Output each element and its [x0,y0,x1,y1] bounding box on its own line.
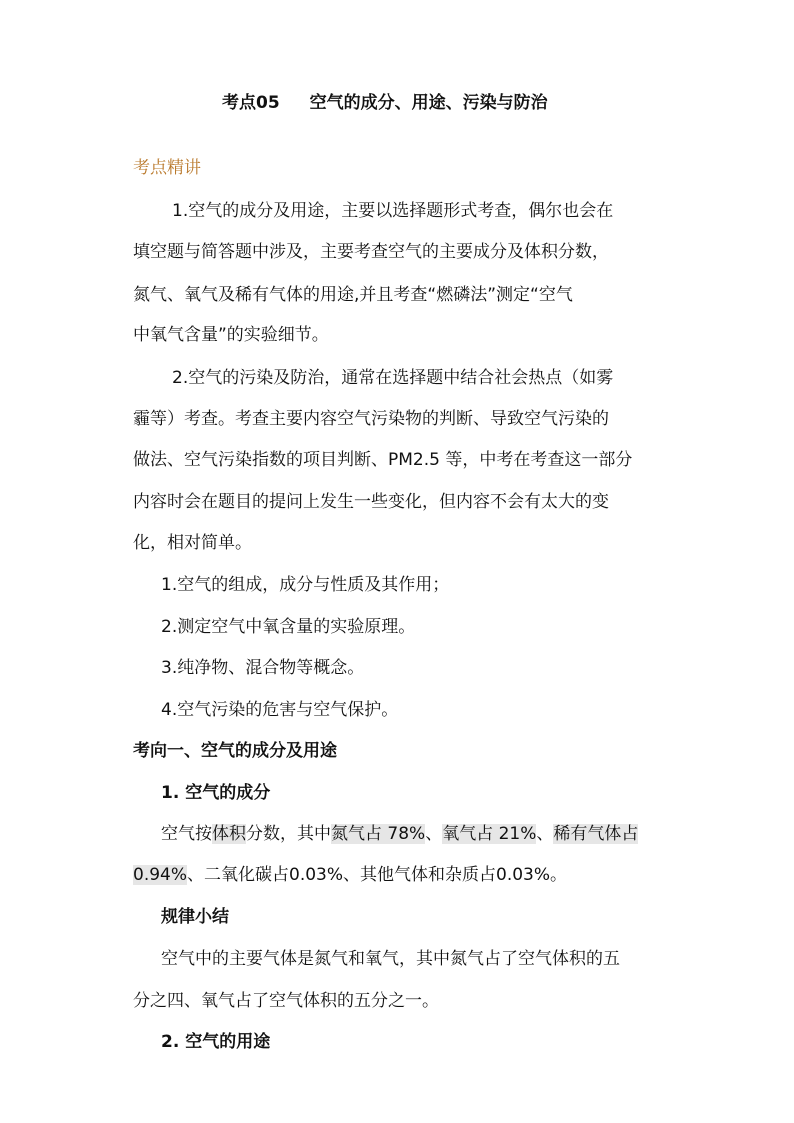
composition-text: 、二氧化碳占0.03%、其他气体和杂质占0.03%。 [187,865,568,885]
highlight-nitrogen: 氮气占 78% [331,824,426,844]
composition-text: 、 [425,824,443,844]
para1-line: 填空题与简答题中涉及，主要考查空气的主要成分及体积分数， [133,242,609,262]
highlight-rare-gas: 稀有气体占 [553,824,639,844]
list-item: 1.空气的组成，成分与性质及其作用； [161,575,450,595]
para2-line: 做法、空气污染指数的项目判断、PM2.5 等，中考在考查这一部分 [133,450,633,470]
composition-line-1 [161,823,638,845]
subheading-uses: 2. 空气的用途 [161,1032,271,1052]
composition-line-2 [133,864,567,886]
list-item: 3.纯净物、混合物等概念。 [161,658,365,678]
rule-heading: 规律小结 [161,907,229,927]
para2-line: 2.空气的污染及防治，通常在选择题中结合社会热点（如雾 [172,368,614,388]
list-item: 2.测定空气中氧含量的实验原理。 [161,617,416,637]
para1-line: 氮气、氧气及稀有气体的用途,并且考查“燃磷法”测定“空气 [133,285,573,305]
title-text: 空气的成分、用途、污染与防治 [309,93,548,113]
composition-text: 、 [536,824,554,844]
para1-line: 中氧气含量”的实验细节。 [133,325,329,345]
composition-text: 空气按 [161,824,212,844]
para1-line: 1.空气的成分及用途，主要以选择题形式考查，偶尔也会在 [172,201,614,221]
rule-text-line: 空气中的主要气体是氮气和氧气，其中氮气占了空气体积的五 [161,949,620,969]
highlight-oxygen: 氧气占 21% [442,824,537,844]
highlight-volume: 体积 [212,824,246,844]
page-title [222,92,548,114]
subheading-composition: 1. 空气的成分 [161,783,271,803]
highlight-rare-gas-value: 0.94% [133,865,188,885]
composition-text: 分数，其中 [246,824,331,844]
para2-line: 化，相对简单。 [133,533,252,553]
title-code: 考点05 [222,93,280,113]
section-heading: 考点精讲 [133,158,201,178]
rule-text-line: 分之四、氧气占了空气体积的五分之一。 [133,991,439,1011]
para2-line: 霾等）考查。考查主要内容空气污染物的判断、导致空气污染的 [133,409,609,429]
direction-heading: 考向一、空气的成分及用途 [133,741,337,761]
para2-line: 内容时会在题目的提问上发生一些变化，但内容不会有太大的变 [133,492,609,512]
list-item: 4.空气污染的危害与空气保护。 [161,700,399,720]
